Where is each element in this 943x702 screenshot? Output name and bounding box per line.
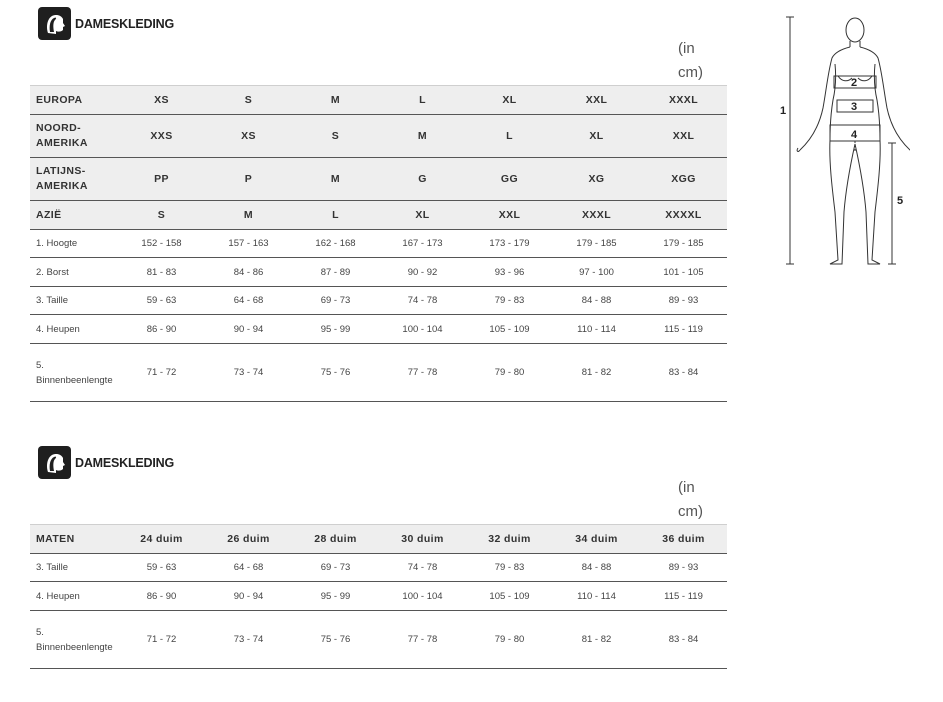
measurement-value-cell: 90 - 94 — [205, 582, 292, 611]
measurement-value-cell: 84 - 86 — [205, 258, 292, 287]
body-measurement-icon — [780, 12, 910, 270]
size-code-cell: L — [379, 86, 466, 115]
measurement-value-cell: 74 - 78 — [379, 554, 466, 582]
measurement-label: 4. Heupen — [30, 582, 118, 611]
measurement-value-cell: 71 - 72 — [118, 344, 205, 402]
measurement-value-cell: 69 - 73 — [292, 287, 379, 315]
measurement-value-cell: 73 - 74 — [205, 611, 292, 669]
size-code-cell: M — [205, 201, 292, 230]
measurement-value-cell: 59 - 63 — [118, 554, 205, 582]
measurement-row — [30, 287, 727, 315]
measurement-value-cell: 152 - 158 — [118, 230, 205, 258]
size-header-row — [30, 158, 727, 201]
measurement-value-cell: 100 - 104 — [379, 315, 466, 344]
measurement-row — [30, 611, 727, 669]
size-code-cell: XXL — [466, 201, 553, 230]
measurement-value-cell: 59 - 63 — [118, 287, 205, 315]
measurement-value-cell: 79 - 83 — [466, 554, 553, 582]
size-code-cell: XXXXL — [640, 201, 727, 230]
measurement-value-cell: 87 - 89 — [292, 258, 379, 287]
measurement-value-cell: 74 - 78 — [379, 287, 466, 315]
measurement-value-cell: 73 - 74 — [205, 344, 292, 402]
region-label: EUROPA — [30, 86, 118, 115]
measurement-value-cell: 83 - 84 — [640, 344, 727, 402]
size-code-cell: 30 duim — [379, 525, 466, 554]
size-code-cell: 32 duim — [466, 525, 553, 554]
measurement-value-cell: 69 - 73 — [292, 554, 379, 582]
measurement-value-cell: 173 - 179 — [466, 230, 553, 258]
measurement-value-cell: 81 - 82 — [553, 611, 640, 669]
figure-marker-3: 3 — [851, 101, 858, 113]
size-code-cell: XL — [379, 201, 466, 230]
sizes-label: MATEN — [30, 525, 118, 554]
measurement-value-cell: 105 - 109 — [466, 582, 553, 611]
measurement-value-cell: 95 - 99 — [292, 582, 379, 611]
measurement-value-cell: 79 - 83 — [466, 287, 553, 315]
measurement-value-cell: 75 - 76 — [292, 344, 379, 402]
size-code-cell: XXXL — [640, 86, 727, 115]
measurement-value-cell: 90 - 92 — [379, 258, 466, 287]
section2-title: DAMESKLEDING — [75, 455, 174, 470]
measurement-value-cell: 79 - 80 — [466, 611, 553, 669]
size-code-cell: G — [379, 158, 466, 201]
woman-head-icon — [38, 7, 71, 40]
size-header-row — [30, 201, 727, 230]
measurement-value-cell: 86 - 90 — [118, 582, 205, 611]
measurement-value-cell: 110 - 114 — [553, 582, 640, 611]
size-code-cell: 26 duim — [205, 525, 292, 554]
section1-unit-note: (in cm) — [678, 40, 703, 81]
measurement-row — [30, 554, 727, 582]
size-code-cell: XS — [118, 86, 205, 115]
measurement-row — [30, 582, 727, 611]
size-code-cell: S — [292, 115, 379, 158]
figure-marker-1: 1 — [780, 105, 787, 117]
measurement-value-cell: 77 - 78 — [379, 611, 466, 669]
measurement-value-cell: 157 - 163 — [205, 230, 292, 258]
size-code-cell: 34 duim — [553, 525, 640, 554]
size-table-1 — [30, 85, 727, 402]
region-label: LATIJNS-AMERIKA — [30, 158, 118, 201]
measurement-value-cell: 115 - 119 — [640, 582, 727, 611]
measurement-row — [30, 315, 727, 344]
measurement-value-cell: 64 - 68 — [205, 287, 292, 315]
figure-marker-5: 5 — [897, 195, 904, 207]
measurement-value-cell: 83 - 84 — [640, 611, 727, 669]
region-label: AZIË — [30, 201, 118, 230]
size-code-cell: PP — [118, 158, 205, 201]
measurement-label: 2. Borst — [30, 258, 118, 287]
measurement-value-cell: 84 - 88 — [553, 287, 640, 315]
measurement-value-cell: 179 - 185 — [553, 230, 640, 258]
section1-title: DAMESKLEDING — [75, 16, 174, 31]
size-code-cell: XXL — [640, 115, 727, 158]
size-code-cell: L — [466, 115, 553, 158]
section2-unit-note: (in cm) — [678, 479, 703, 520]
woman-head-icon — [38, 446, 71, 479]
size-code-cell: S — [118, 201, 205, 230]
measurement-value-cell: 162 - 168 — [292, 230, 379, 258]
size-code-cell: 28 duim — [292, 525, 379, 554]
measurement-value-cell: 81 - 82 — [553, 344, 640, 402]
size-code-cell: XS — [205, 115, 292, 158]
measurement-value-cell: 84 - 88 — [553, 554, 640, 582]
measurement-value-cell: 110 - 114 — [553, 315, 640, 344]
measurement-value-cell: 95 - 99 — [292, 315, 379, 344]
size-code-cell: XG — [553, 158, 640, 201]
figure-marker-2: 2 — [851, 77, 858, 89]
size-code-cell: 36 duim — [640, 525, 727, 554]
measurement-value-cell: 167 - 173 — [379, 230, 466, 258]
measurement-value-cell: 89 - 93 — [640, 554, 727, 582]
size-code-cell: XXL — [553, 86, 640, 115]
section2-header — [38, 446, 174, 479]
size-code-cell: M — [292, 86, 379, 115]
size-code-cell: M — [292, 158, 379, 201]
measurement-row — [30, 344, 727, 402]
figure-marker-4: 4 — [851, 129, 858, 141]
measurement-value-cell: 71 - 72 — [118, 611, 205, 669]
measurement-value-cell: 115 - 119 — [640, 315, 727, 344]
measurement-value-cell: 77 - 78 — [379, 344, 466, 402]
size-code-cell: L — [292, 201, 379, 230]
measurement-label: 3. Taille — [30, 287, 118, 315]
size-header-row — [30, 86, 727, 115]
size-code-cell: XXXL — [553, 201, 640, 230]
size-code-cell: XXS — [118, 115, 205, 158]
size-code-cell: M — [379, 115, 466, 158]
measurement-value-cell: 90 - 94 — [205, 315, 292, 344]
measurement-value-cell: 105 - 109 — [466, 315, 553, 344]
measurement-value-cell: 100 - 104 — [379, 582, 466, 611]
measurement-value-cell: 93 - 96 — [466, 258, 553, 287]
size-code-cell: S — [205, 86, 292, 115]
size-header-row — [30, 115, 727, 158]
size-header-row — [30, 525, 727, 554]
measurement-label: 4. Heupen — [30, 315, 118, 344]
measurement-value-cell: 101 - 105 — [640, 258, 727, 287]
region-label: NOORD-AMERIKA — [30, 115, 118, 158]
measurement-value-cell: 75 - 76 — [292, 611, 379, 669]
measurement-value-cell: 97 - 100 — [553, 258, 640, 287]
size-code-cell: P — [205, 158, 292, 201]
measurement-value-cell: 179 - 185 — [640, 230, 727, 258]
measurement-value-cell: 89 - 93 — [640, 287, 727, 315]
measurement-value-cell: 79 - 80 — [466, 344, 553, 402]
measurement-label: 1. Hoogte — [30, 230, 118, 258]
size-code-cell: GG — [466, 158, 553, 201]
size-table-2 — [30, 524, 727, 669]
size-code-cell: XL — [466, 86, 553, 115]
size-code-cell: 24 duim — [118, 525, 205, 554]
measurement-label: 5. Binnenbeenlengte — [30, 344, 118, 402]
measurement-value-cell: 81 - 83 — [118, 258, 205, 287]
measurement-value-cell: 64 - 68 — [205, 554, 292, 582]
measurement-label: 3. Taille — [30, 554, 118, 582]
size-code-cell: XL — [553, 115, 640, 158]
measurement-row — [30, 258, 727, 287]
measurement-label: 5. Binnenbeenlengte — [30, 611, 118, 669]
measurement-row — [30, 230, 727, 258]
section1-header — [38, 7, 174, 40]
size-code-cell: XGG — [640, 158, 727, 201]
measurement-value-cell: 86 - 90 — [118, 315, 205, 344]
